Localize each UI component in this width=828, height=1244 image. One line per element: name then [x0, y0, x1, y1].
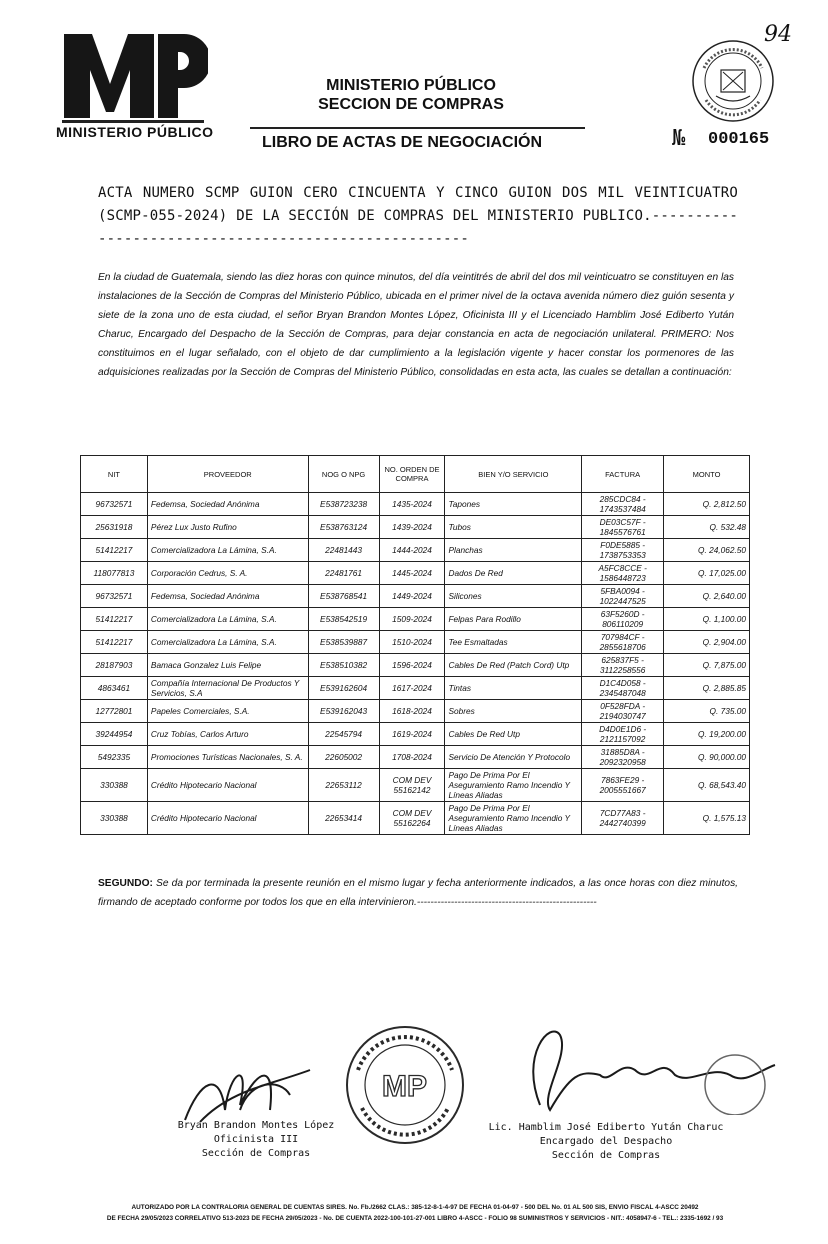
table-cell: 1435-2024	[379, 493, 445, 516]
table-cell: D4D0E1D6 - 2121157092	[582, 723, 664, 746]
table-row	[81, 769, 750, 802]
handwritten-page-number: 94	[764, 22, 792, 47]
table-cell: 1445-2024	[379, 562, 445, 585]
table-cell: 285CDC84 - 1743537484	[582, 493, 664, 516]
table-cell: 22481443	[308, 539, 379, 562]
table-cell: E538539887	[308, 631, 379, 654]
signer-left-dept: Sección de Compras	[201, 1148, 311, 1159]
table-cell: E538723238	[308, 493, 379, 516]
table-cell: Servicio De Atención Y Protocolo	[445, 746, 582, 769]
table-cell: Q. 19,200.00	[664, 723, 750, 746]
table-cell: Cables De Red (Patch Cord) Utp	[445, 654, 582, 677]
table-cell: Q. 2,640.00	[664, 585, 750, 608]
table-cell: 96732571	[81, 493, 148, 516]
table-cell: Promociones Turísticas Nacionales, S. A.	[147, 746, 308, 769]
table-cell: 5FBA0094 - 1022447525	[582, 585, 664, 608]
body-paragraph: En la ciudad de Guatemala, siendo las diez horas con quince minutos, del día veintitrés de abril del dos mil veinticuatro se constituyen en las instalaciones de la Sección de Compras del Ministerio Público, ubicada en el primer nivel de la octava avenida número diez guión sesenta y siete de la zona uno de esta ciudad, el señor Bryan Brandon Montes López, Oficinista III y el Licenciado Hamblim José Ediberto Yután Charuc, Encargado del Despacho de la Sección de Compras, para dejar constancia en acta de negociación unilateral. PRIMERO: Nos constituimos en el lugar señalado, con el objeto de dar cumplimiento a la legislación vigente y hacer constar los pormenores de las adquisiciones realizadas por la Sección de Compras del Ministerio Público, consolidadas en esta acta, las cuales se detallan a continuación:	[98, 272, 734, 378]
table-cell: Fedemsa, Sociedad Anónima	[147, 585, 308, 608]
table-cell: 1596-2024	[379, 654, 445, 677]
table-cell: E538768541	[308, 585, 379, 608]
table-header-cell: NIT	[81, 456, 148, 493]
table-header-cell: BIEN Y/O SERVICIO	[445, 456, 582, 493]
table-cell: DE03C57F - 1845576761	[582, 516, 664, 539]
table-cell: COM DEV 55162142	[379, 769, 445, 802]
table-cell: Planchas	[445, 539, 582, 562]
table-cell: 625837F5 - 3112258556	[582, 654, 664, 677]
table-cell: 39244954	[81, 723, 148, 746]
table-cell: Q. 1,575.13	[664, 802, 750, 835]
table-cell: 1439-2024	[379, 516, 445, 539]
title-line1: MINISTERIO PÚBLICO	[326, 77, 496, 94]
table-cell: 51412217	[81, 608, 148, 631]
table-row	[81, 516, 750, 539]
signature-left-icon	[180, 1050, 320, 1130]
table-header-cell: PROVEEDOR	[147, 456, 308, 493]
table-cell: 63F5260D - 806110209	[582, 608, 664, 631]
logo-name: MINISTERIO PÚBLICO	[56, 124, 214, 140]
contraloria-seal-icon	[690, 38, 776, 124]
table-cell: Tapones	[445, 493, 582, 516]
table-cell: 51412217	[81, 631, 148, 654]
segundo-paragraph	[98, 874, 738, 912]
table-cell: Dados De Red	[445, 562, 582, 585]
table-cell: 31885D8A - 2092320958	[582, 746, 664, 769]
table-cell: Bamaca Gonzalez Luis Felipe	[147, 654, 308, 677]
table-header-row	[81, 456, 750, 493]
footer-line1: AUTORIZADO POR LA CONTRALORIA GENERAL DE CUENTAS SIRES. No. Fb./2662 CLAS.: 385-12-8-1-4-97 DE FECHA 01-04-97 - 500 DEL No. 01 AL 500 SIS, ENVIO FISCAL 4-ASCC 20492	[131, 1204, 699, 1211]
table-header-cell: MONTO	[664, 456, 750, 493]
table-body	[81, 493, 750, 835]
table-cell: Tintas	[445, 677, 582, 700]
table-cell: Q. 17,025.00	[664, 562, 750, 585]
table-cell: 1617-2024	[379, 677, 445, 700]
table-cell: 0F528FDA - 2194030747	[582, 700, 664, 723]
table-header-cell: NO. ORDEN DE COMPRA	[379, 456, 445, 493]
signer-right-name: Lic. Hamblim José Ediberto Yután Charuc	[488, 1122, 724, 1133]
table-header-cell: NOG O NPG	[308, 456, 379, 493]
table-row	[81, 562, 750, 585]
table-cell: E538510382	[308, 654, 379, 677]
table-cell: F0DE5885 - 1738753353	[582, 539, 664, 562]
table-cell: E538542519	[308, 608, 379, 631]
table-cell: 12772801	[81, 700, 148, 723]
signer-left-role: Oficinista III	[213, 1134, 299, 1145]
table-cell: Q. 2,885.85	[664, 677, 750, 700]
table-cell: Pago De Prima Por El Aseguramiento Ramo Incendio Y Líneas Aliadas	[445, 769, 582, 802]
segundo-text: Se da por terminada la presente reunión en el mismo lugar y fecha anteriormente indicados, a las once horas con diez minutos, firmando de aceptado conforme por todos los que en ella intervinieron.-----------------------------------------------------	[98, 878, 738, 908]
table-cell: 96732571	[81, 585, 148, 608]
table-cell: Q. 68,543.40	[664, 769, 750, 802]
table-row	[81, 539, 750, 562]
table-cell: COM DEV 55162264	[379, 802, 445, 835]
title-divider	[250, 127, 585, 129]
signer-left-name: Bryan Brandon Montes López	[177, 1120, 335, 1131]
table-cell: 118077813	[81, 562, 148, 585]
table-cell: 707984CF - 2855618706	[582, 631, 664, 654]
table-cell: Sobres	[445, 700, 582, 723]
table-cell: Corporación Cedrus, S. A.	[147, 562, 308, 585]
signature-right-block	[486, 1121, 726, 1163]
table-cell: 22481761	[308, 562, 379, 585]
table-cell: Q. 532.48	[664, 516, 750, 539]
table-cell: 7863FE29 - 2005551667	[582, 769, 664, 802]
table-cell: 330388	[81, 802, 148, 835]
table-cell: Comercializadora La Lámina, S.A.	[147, 631, 308, 654]
table-row	[81, 493, 750, 516]
table-cell: 7CD77A83 - 2442740399	[582, 802, 664, 835]
table-row	[81, 677, 750, 700]
table-row	[81, 608, 750, 631]
table-row	[81, 585, 750, 608]
signer-right-dept: Sección de Compras	[551, 1150, 661, 1161]
table-cell: 1619-2024	[379, 723, 445, 746]
table-cell: Fedemsa, Sociedad Anónima	[147, 493, 308, 516]
table-cell: 4863461	[81, 677, 148, 700]
table-cell: E539162604	[308, 677, 379, 700]
signature-left-block	[176, 1119, 336, 1161]
table-cell: E539162043	[308, 700, 379, 723]
table-cell: 51412217	[81, 539, 148, 562]
signer-right-role: Encargado del Despacho	[539, 1136, 673, 1147]
book-title: LIBRO DE ACTAS DE NEGOCIACIÓN	[262, 134, 543, 151]
number-label: №	[672, 126, 686, 151]
table-cell: 25631918	[81, 516, 148, 539]
table-cell: Compañía Internacional De Productos Y Servicios, S.A	[147, 677, 308, 700]
table-cell: 1449-2024	[379, 585, 445, 608]
table-cell: Comercializadora La Lámina, S.A.	[147, 608, 308, 631]
table-cell: Papeles Comerciales, S.A.	[147, 700, 308, 723]
table-cell: 330388	[81, 769, 148, 802]
table-cell: Comercializadora La Lámina, S.A.	[147, 539, 308, 562]
table-cell: 5492335	[81, 746, 148, 769]
table-cell: 22653414	[308, 802, 379, 835]
table-cell: A5FC8CCE - 1586448723	[582, 562, 664, 585]
svg-text:MP: MP	[382, 1070, 427, 1103]
table-header-cell: FACTURA	[582, 456, 664, 493]
table-cell: Q. 24,062.50	[664, 539, 750, 562]
table-cell: 1444-2024	[379, 539, 445, 562]
table-cell: E538763124	[308, 516, 379, 539]
table-cell: 1510-2024	[379, 631, 445, 654]
document-number: 000165	[708, 130, 770, 149]
table-row	[81, 654, 750, 677]
table-cell: 22545794	[308, 723, 379, 746]
table-cell: Q. 2,812.50	[664, 493, 750, 516]
table-cell: D1C4D058 - 2345487048	[582, 677, 664, 700]
signature-right-icon	[510, 1015, 780, 1115]
table-cell: 1509-2024	[379, 608, 445, 631]
table-cell: 1618-2024	[379, 700, 445, 723]
table-row	[81, 802, 750, 835]
table-row	[81, 746, 750, 769]
table-cell: Tee Esmaltadas	[445, 631, 582, 654]
table-cell: Q. 7,875.00	[664, 654, 750, 677]
table-cell: 28187903	[81, 654, 148, 677]
table-cell: Q. 1,100.00	[664, 608, 750, 631]
table-cell: Q. 2,904.00	[664, 631, 750, 654]
table-cell: 22653112	[308, 769, 379, 802]
mp-stamp-icon	[340, 1020, 470, 1150]
table-cell: Q. 735.00	[664, 700, 750, 723]
table-cell: 1708-2024	[379, 746, 445, 769]
table-cell: Q. 90,000.00	[664, 746, 750, 769]
table-cell: Crédito Hipotecario Nacional	[147, 802, 308, 835]
table-cell: Cruz Tobías, Carlos Arturo	[147, 723, 308, 746]
table-cell: Felpas Para Rodillo	[445, 608, 582, 631]
table-cell: Pago De Prima Por El Aseguramiento Ramo Incendio Y Líneas Aliadas	[445, 802, 582, 835]
table-cell: Pérez Lux Justo Rufino	[147, 516, 308, 539]
table-row	[81, 723, 750, 746]
purchases-table	[80, 455, 750, 835]
table-cell: Silicones	[445, 585, 582, 608]
table-cell: 22605002	[308, 746, 379, 769]
acta-heading: ACTA NUMERO SCMP GUION CERO CINCUENTA Y CINCO GUION DOS MIL VEINTICUATRO (SCMP-055-2024) DE LA SECCIÓN DE COMPRAS DEL MINISTERIO PUBLICO.-----------------------------------------------------	[98, 185, 738, 247]
table-cell: Crédito Hipotecario Nacional	[147, 769, 308, 802]
table-cell: Tubos	[445, 516, 582, 539]
footer-line2: DE FECHA 29/05/2023 CORRELATIVO 513-2023 DE FECHA 29/05/2023 - No. DE CUENTA 2022-100-101-27-001 LIBRO 4-ASCC - FOLIO 98 SUMINISTROS Y SERVICIOS - NIT.: 4058947-6 - TEL.: 2335-1692 / 93	[106, 1215, 724, 1222]
table-row	[81, 700, 750, 723]
segundo-label: SEGUNDO:	[98, 878, 153, 889]
table-row	[81, 631, 750, 654]
authorization-footer	[20, 1202, 810, 1224]
table-cell: Cables De Red Utp	[445, 723, 582, 746]
title-line2: SECCION DE COMPRAS	[318, 96, 504, 113]
